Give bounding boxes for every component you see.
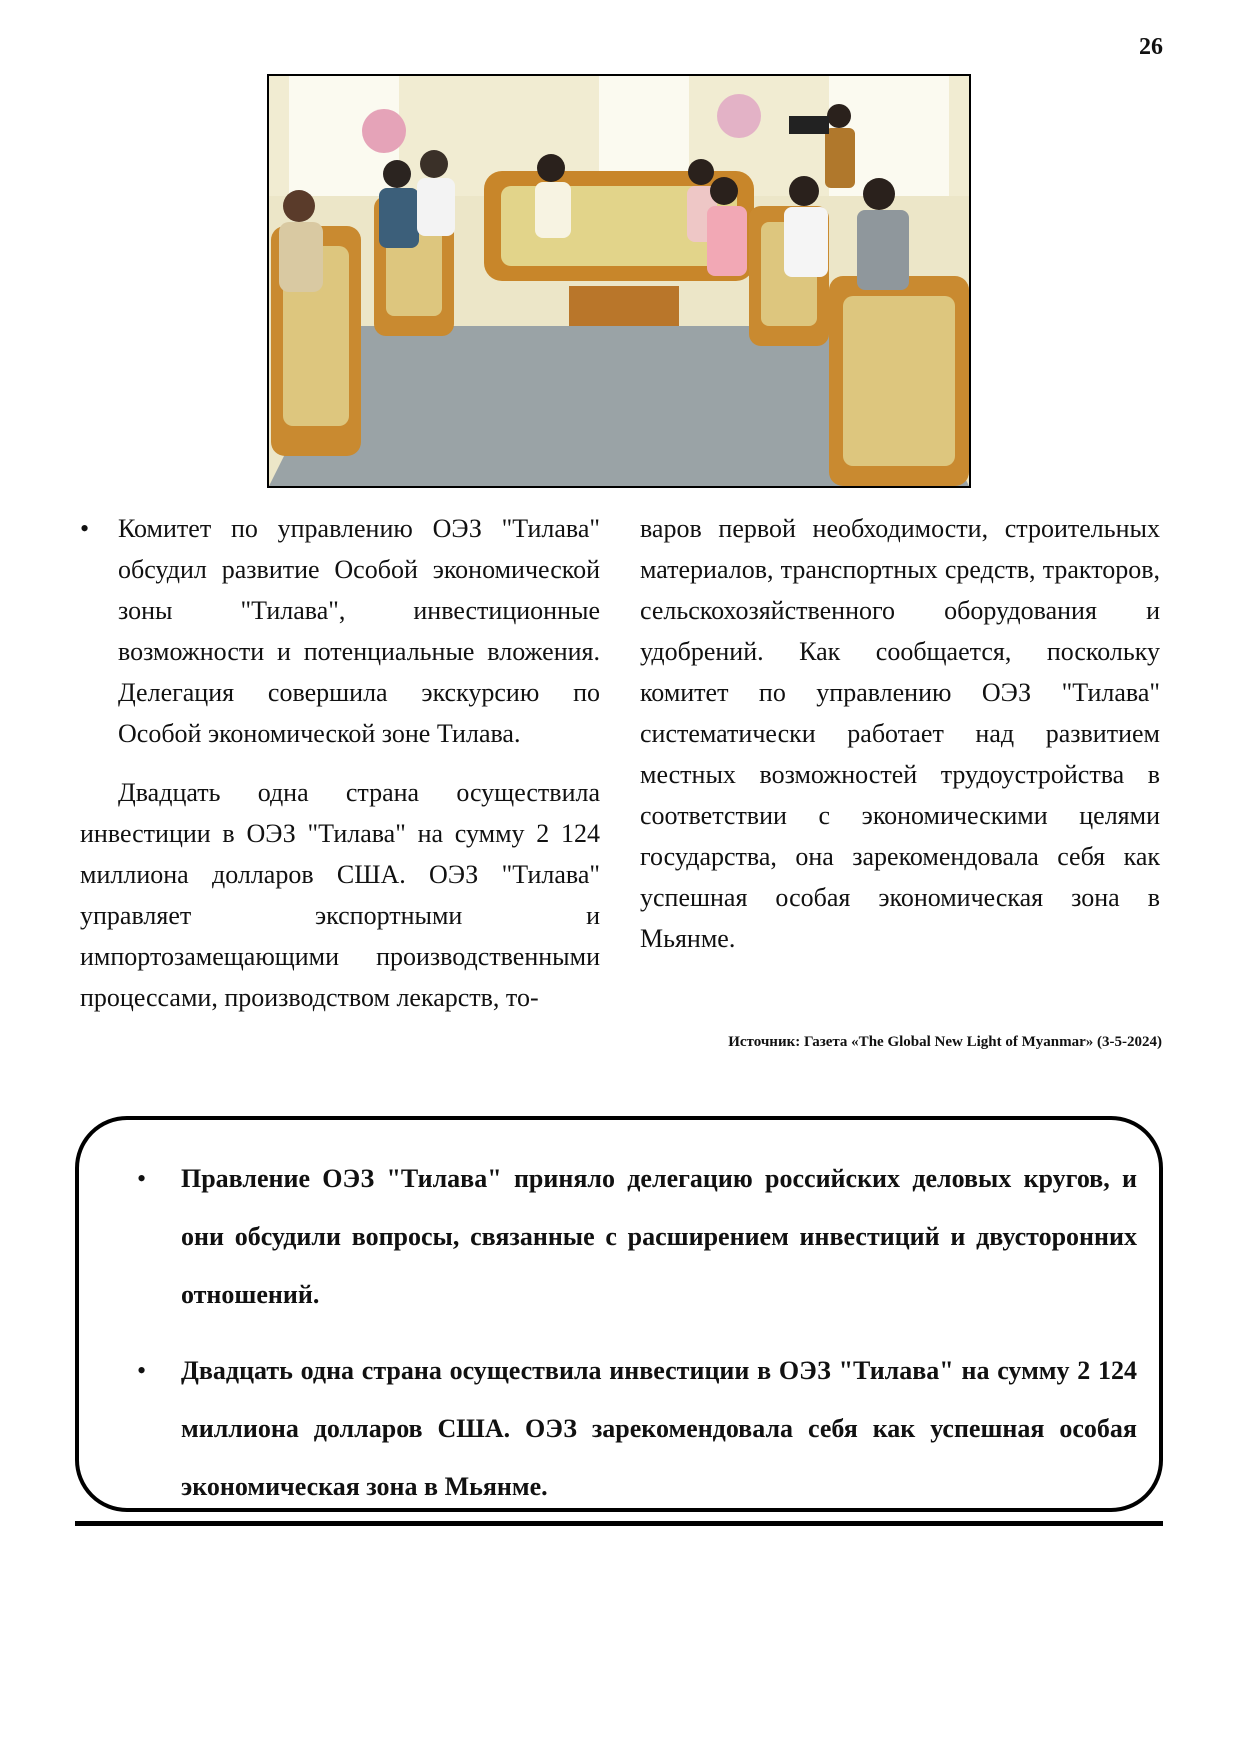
article-paragraph: Двадцать одна страна осуществила инвестиции в ОЭЗ "Тилава" на сумму 2 124 миллиона долларов США. ОЭЗ "Тилава" управляет экспортными и импортозамещающими производственными процессами, производством лекарств, то- xyxy=(80,778,600,1012)
summary-item: • Двадцать одна страна осуществила инвестиции в ОЭЗ "Тилава" на сумму 2 124 миллиона долларов США. ОЭЗ зарекомендовала себя как успешная особая экономическая зона в Мьянме. xyxy=(137,1342,1137,1516)
bullet-icon: • xyxy=(137,1164,147,1193)
source-citation: Источник: Газета «The Global New Light of Myanmar» (3-5-2024) xyxy=(728,1034,1162,1050)
article-left-column xyxy=(80,508,600,1018)
summary-item: • Правление ОЭЗ "Тилава" приняло делегацию российских деловых кругов, и они обсудили вопросы, связанные с расширением инвестиций и двусторонних отношений. xyxy=(137,1150,1137,1324)
article-bullet-paragraph: • Комитет по управлению ОЭЗ "Тилава" обсудил развитие Особой экономической зоны "Тилава", инвестиционные возможности и потенциальные вложения. Делегация совершила экскурсию по Особой экономической зоне Тилава. xyxy=(80,508,600,754)
page-number: 26 xyxy=(1139,34,1163,60)
summary-box xyxy=(75,1116,1163,1512)
bullet-icon: • xyxy=(137,1356,147,1385)
article-paragraph-continued: варов первой необходимости, строительных материалов, транспортных средств, тракторов, сельскохозяйственного оборудования и удобрений. Как сообщается, поскольку комитет по управлению ОЭЗ "Тилава" систематически работает над развитием местных возможностей трудоустройства в соответствии с экономическими целями государства, она зарекомендовала себя как успешная особая экономическая зона в Мьянме. xyxy=(640,514,1160,953)
summary-list xyxy=(137,1150,1137,1516)
meeting-photo xyxy=(267,74,971,488)
article-right-column xyxy=(640,508,1160,959)
bottom-divider xyxy=(75,1521,1163,1526)
bullet-icon: • xyxy=(80,514,90,543)
